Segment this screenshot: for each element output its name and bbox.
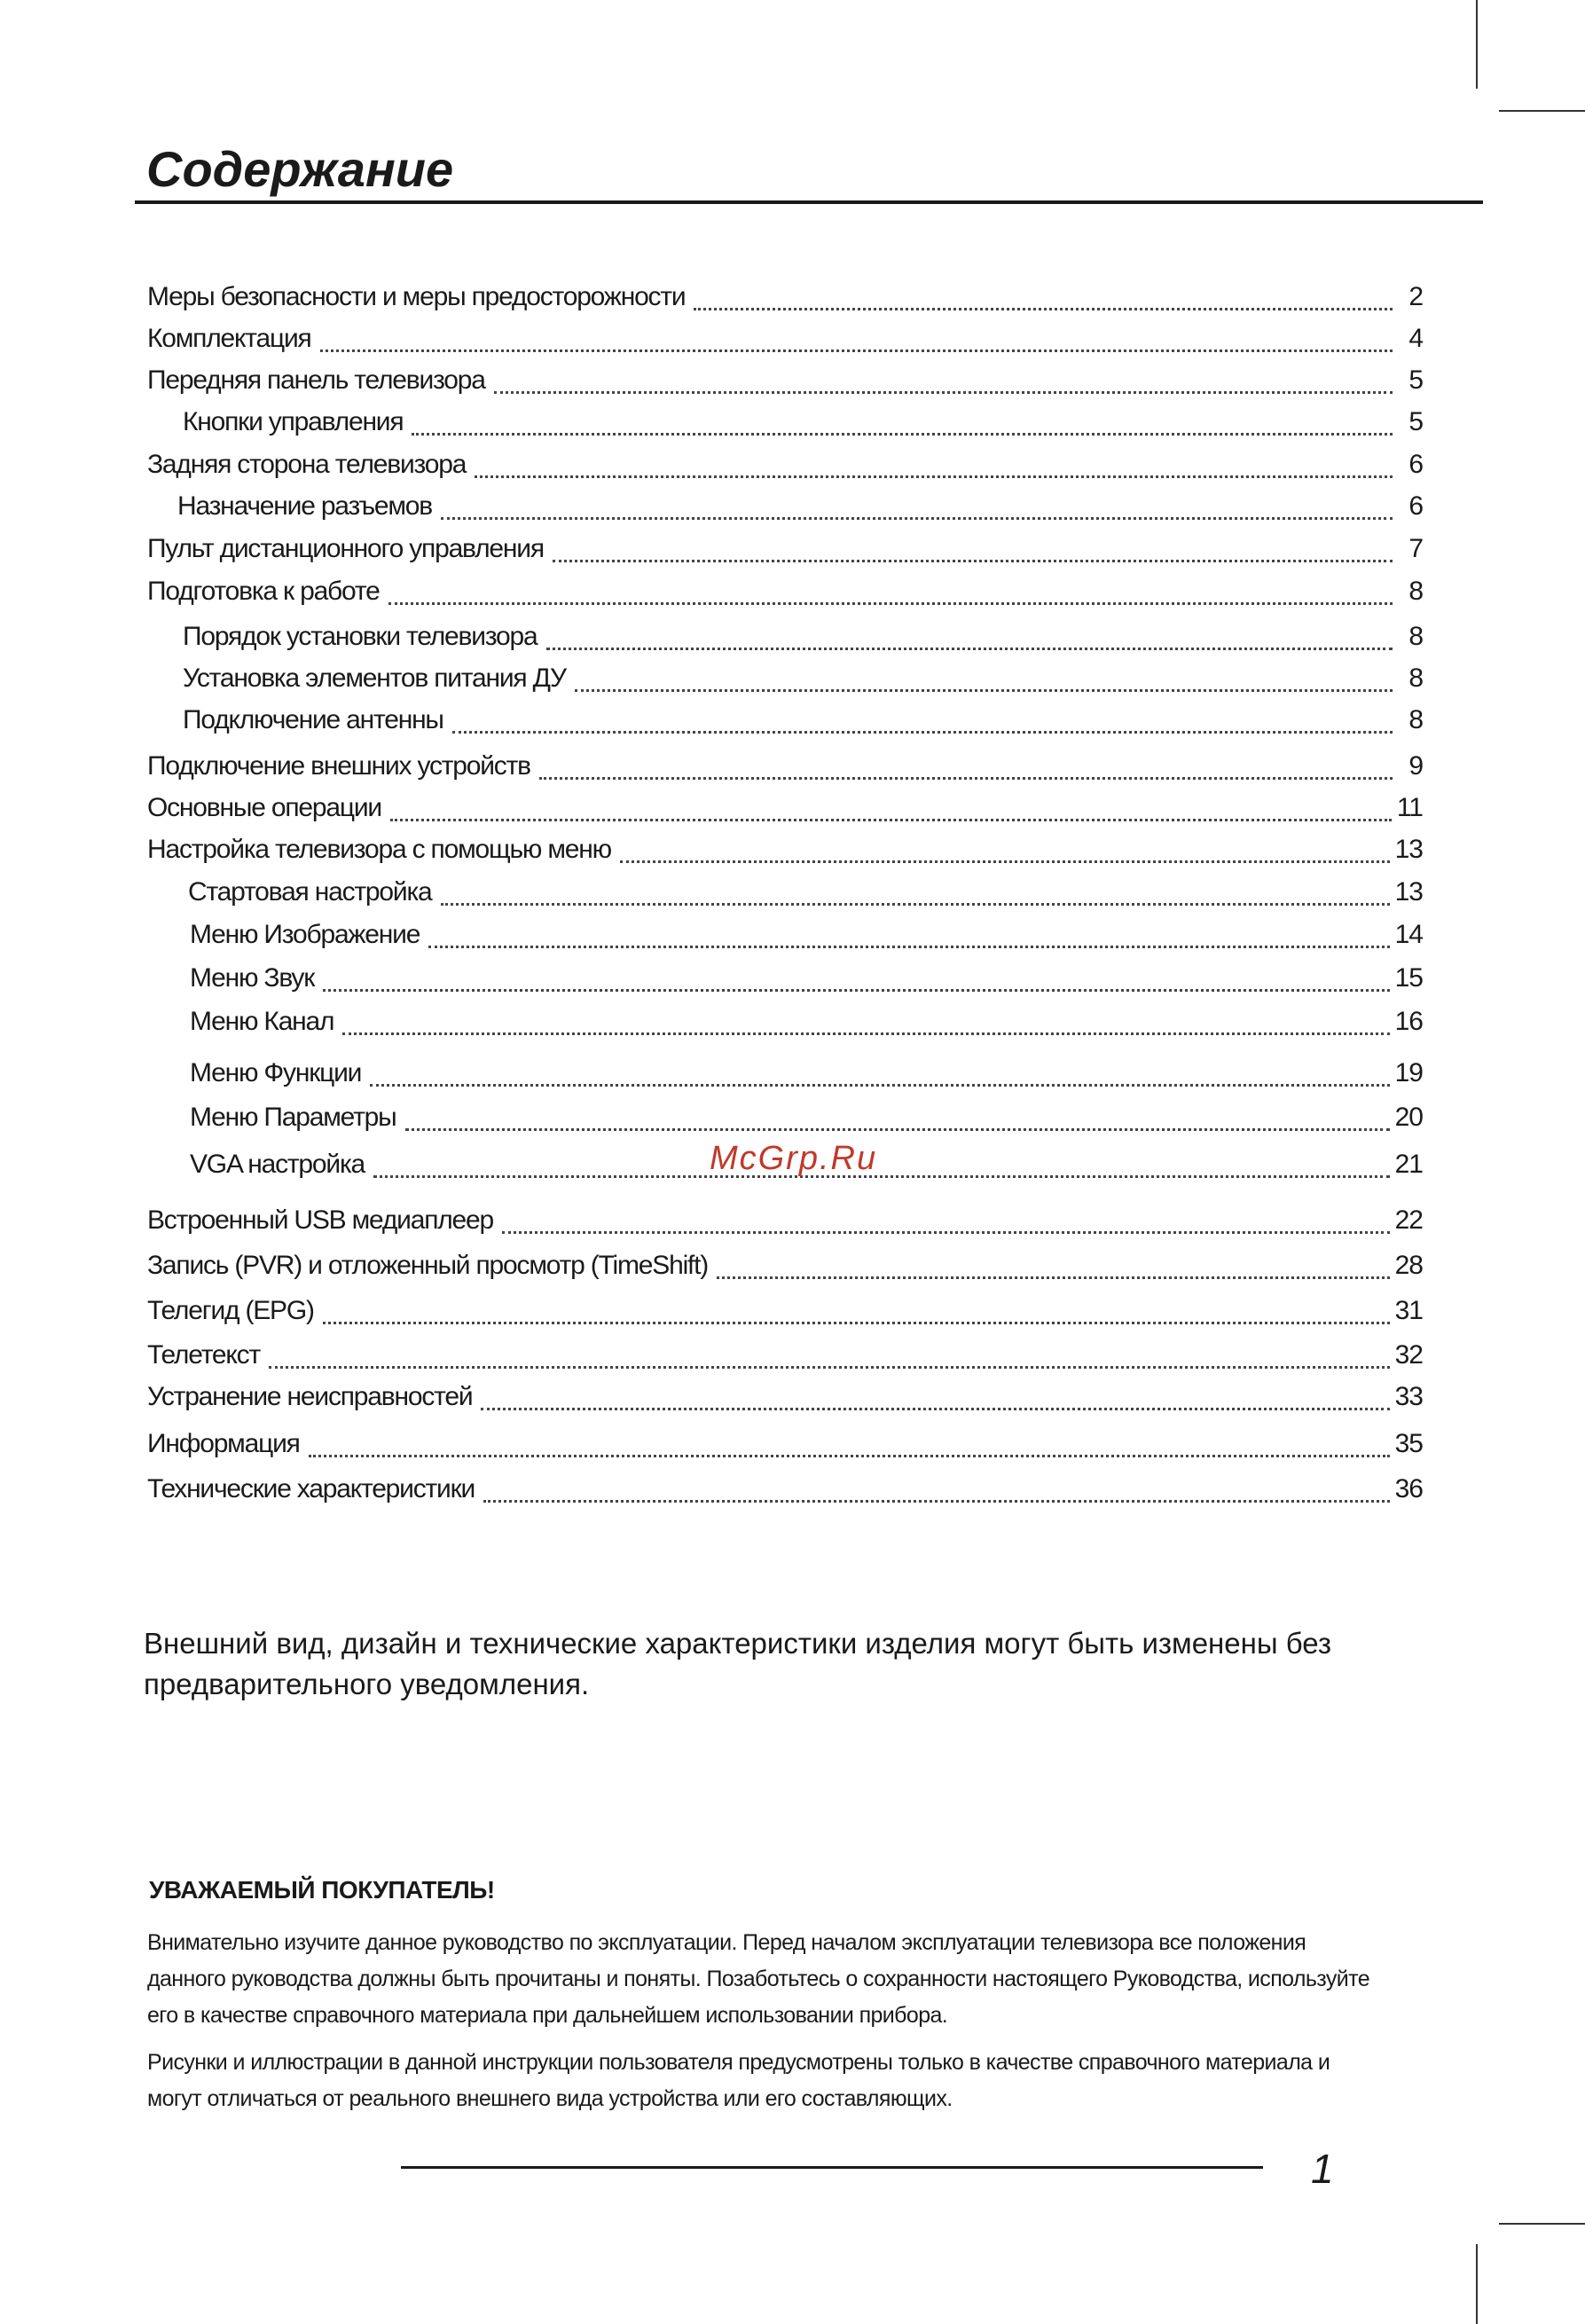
toc-entry-label: Установка элементов питания ДУ <box>183 663 566 693</box>
toc-entry[interactable] <box>147 365 1423 403</box>
toc-entry-page: 22 <box>1394 1205 1423 1235</box>
toc-dot-leader <box>483 1500 1390 1503</box>
toc-dot-leader <box>269 1366 1390 1369</box>
toc-dot-leader <box>390 819 1392 821</box>
toc-dot-leader <box>405 1128 1390 1131</box>
toc-entry-label: Основные операции <box>147 793 381 822</box>
illustration-disclaimer: Рисунки и иллюстрации в данной инструкции пользователя предусмотрены только в качестве справочного материала и могут отличаться от реального внешнего вида устройства или его составляющих. <box>147 2050 1330 2111</box>
toc-entry-page: 36 <box>1394 1474 1423 1504</box>
toc-entry-page: 15 <box>1394 963 1423 993</box>
toc-entry[interactable] <box>183 663 1423 701</box>
page-title: Содержание <box>146 141 454 197</box>
toc-entry[interactable] <box>147 751 1423 789</box>
toc-entry[interactable] <box>147 1474 1423 1511</box>
toc-dot-leader <box>575 689 1393 692</box>
toc-entry-label: VGA настройка <box>190 1150 365 1179</box>
toc-entry[interactable] <box>147 1340 1423 1378</box>
toc-entry[interactable] <box>147 1296 1423 1333</box>
toc-entry[interactable] <box>183 705 1423 742</box>
toc-entry-label: Информация <box>147 1429 300 1458</box>
toc-entry[interactable] <box>190 920 1423 957</box>
toc-dot-leader <box>553 560 1393 562</box>
toc-entry-label: Передняя панель телевизора <box>147 365 485 395</box>
toc-dot-leader <box>309 1455 1390 1457</box>
title-divider <box>135 200 1483 204</box>
toc-entry-label: Порядок установки телевизора <box>183 622 537 651</box>
toc-entry-label: Меры безопасности и меры предосторожности <box>147 282 686 311</box>
toc-entry-label: Меню Функции <box>190 1058 362 1087</box>
customer-heading: УВАЖАЕМЫЙ ПОКУПАТЕЛЬ! <box>149 1876 495 1904</box>
toc-entry[interactable] <box>147 1382 1423 1419</box>
toc-entry[interactable] <box>147 1205 1423 1243</box>
toc-entry-page: 31 <box>1394 1296 1423 1325</box>
toc-entry[interactable] <box>147 793 1423 830</box>
toc-dot-leader <box>539 777 1393 780</box>
toc-entry[interactable] <box>188 877 1423 915</box>
toc-dot-leader <box>481 1408 1389 1410</box>
toc-entry[interactable] <box>147 577 1423 614</box>
toc-entry-page: 13 <box>1394 835 1423 864</box>
toc-entry-label: Меню Изображение <box>190 920 420 949</box>
toc-entry[interactable] <box>190 1058 1423 1095</box>
toc-dot-leader <box>475 475 1393 478</box>
toc-entry-page: 16 <box>1394 1007 1423 1036</box>
toc-entry-label: Подключение антенны <box>183 705 443 734</box>
toc-entry-page: 20 <box>1394 1103 1423 1132</box>
toc-entry-page: 11 <box>1396 793 1423 822</box>
toc-entry-page: 2 <box>1408 282 1423 311</box>
toc-entry-label: Телетекст <box>147 1340 261 1370</box>
toc-dot-leader <box>320 349 1393 352</box>
toc-entry-page: 35 <box>1394 1429 1423 1458</box>
toc-entry-page: 9 <box>1408 751 1423 781</box>
toc-entry-label: Меню Канал <box>190 1007 334 1036</box>
toc-dot-leader <box>441 903 1390 906</box>
toc-entry-label: Кнопки управления <box>183 407 404 436</box>
toc-entry[interactable] <box>177 491 1423 529</box>
toc-entry-page: 7 <box>1408 534 1423 563</box>
crop-mark <box>1499 110 1585 112</box>
toc-entry-page: 13 <box>1394 877 1423 907</box>
crop-mark <box>1476 2244 1478 2324</box>
toc-entry[interactable] <box>147 1251 1423 1288</box>
toc-dot-leader <box>717 1276 1390 1279</box>
watermark: McGrp.Ru <box>710 1140 878 1177</box>
toc-dot-leader <box>373 1175 1390 1178</box>
toc-entry-page: 14 <box>1394 920 1423 949</box>
toc-entry-label: Меню Параметры <box>190 1103 396 1132</box>
toc-entry-page: 5 <box>1408 365 1423 395</box>
toc-entry[interactable] <box>147 1429 1423 1466</box>
toc-dot-leader <box>452 731 1393 734</box>
crop-mark <box>1476 0 1478 89</box>
toc-entry-label: Телегид (EPG) <box>147 1296 314 1325</box>
toc-entry-page: 5 <box>1408 407 1423 436</box>
toc-entry-label: Пульт дистанционного управления <box>147 534 544 563</box>
footer-divider <box>401 2166 1263 2169</box>
toc-entry-label: Технические характеристики <box>147 1474 475 1504</box>
toc-dot-leader <box>694 308 1393 310</box>
toc-entry-label: Встроенный USB медиаплеер <box>147 1205 494 1235</box>
toc-entry-label: Устранение неисправностей <box>147 1382 473 1411</box>
toc-entry[interactable] <box>147 835 1423 872</box>
instruction-paragraph: Внимательно изучите данное руководство по эксплуатации. Перед началом эксплуатации телевизора все положения данного руководства должны быть прочитаны и поняты. Позаботьтесь о сохранности настоящего Руководства, используйте его в качестве справочного материала при дальнейшем использовании прибора. <box>147 1930 1370 2028</box>
toc-entry-label: Стартовая настройка <box>188 877 432 907</box>
toc-dot-leader <box>546 648 1393 650</box>
toc-entry[interactable] <box>147 282 1423 319</box>
toc-entry-label: Подключение внешних устройств <box>147 751 530 781</box>
toc-entry-label: Настройка телевизора с помощью меню <box>147 835 611 864</box>
toc-entry-page: 32 <box>1394 1340 1423 1370</box>
toc-entry[interactable] <box>147 534 1423 571</box>
toc-dot-leader <box>428 946 1389 948</box>
toc-entry-label: Запись (PVR) и отложенный просмотр (TimeShift) <box>147 1251 709 1280</box>
toc-entry[interactable] <box>147 450 1423 487</box>
toc-entry-page: 6 <box>1408 450 1423 479</box>
toc-entry-label: Подготовка к работе <box>147 577 380 606</box>
change-notice: Внешний вид, дизайн и технические характеристики изделия могут быть изменены без предварительного уведомления. <box>144 1627 1332 1700</box>
toc-entry-label: Назначение разъемов <box>177 491 433 521</box>
toc-dot-leader <box>441 517 1393 520</box>
toc-entry-page: 8 <box>1408 663 1423 693</box>
page-number: 1 <box>1311 2146 1334 2192</box>
toc-entry-page: 28 <box>1394 1251 1423 1280</box>
toc-dot-leader <box>342 1032 1389 1035</box>
toc-entry-page: 33 <box>1394 1382 1423 1411</box>
toc-entry-label: Меню Звук <box>190 963 315 993</box>
toc-entry-label: Задняя сторона телевизора <box>147 450 467 479</box>
toc-dot-leader <box>388 602 1393 605</box>
toc-dot-leader <box>502 1231 1390 1234</box>
toc-entry[interactable] <box>183 622 1423 659</box>
toc-entry-label: Комплектация <box>147 324 311 353</box>
toc-entry[interactable] <box>190 963 1423 1001</box>
toc-dot-leader <box>412 433 1393 436</box>
toc-entry[interactable] <box>190 1103 1423 1140</box>
toc-entry-page: 4 <box>1408 324 1423 353</box>
toc-entry-page: 8 <box>1408 622 1423 651</box>
toc-entry[interactable] <box>147 324 1423 361</box>
toc-entry-page: 19 <box>1394 1058 1423 1087</box>
toc-entry[interactable] <box>190 1007 1423 1044</box>
toc-entry-page: 21 <box>1394 1150 1423 1179</box>
toc-entry[interactable] <box>183 407 1423 444</box>
toc-dot-leader <box>323 1322 1390 1324</box>
toc-dot-leader <box>370 1084 1389 1087</box>
crop-mark <box>1499 2223 1585 2225</box>
toc-entry-page: 8 <box>1408 577 1423 606</box>
toc-entry-page: 8 <box>1408 705 1423 734</box>
toc-dot-leader <box>494 391 1393 394</box>
toc-dot-leader <box>620 860 1390 863</box>
toc-entry-page: 6 <box>1408 491 1423 521</box>
toc-dot-leader <box>323 989 1389 992</box>
